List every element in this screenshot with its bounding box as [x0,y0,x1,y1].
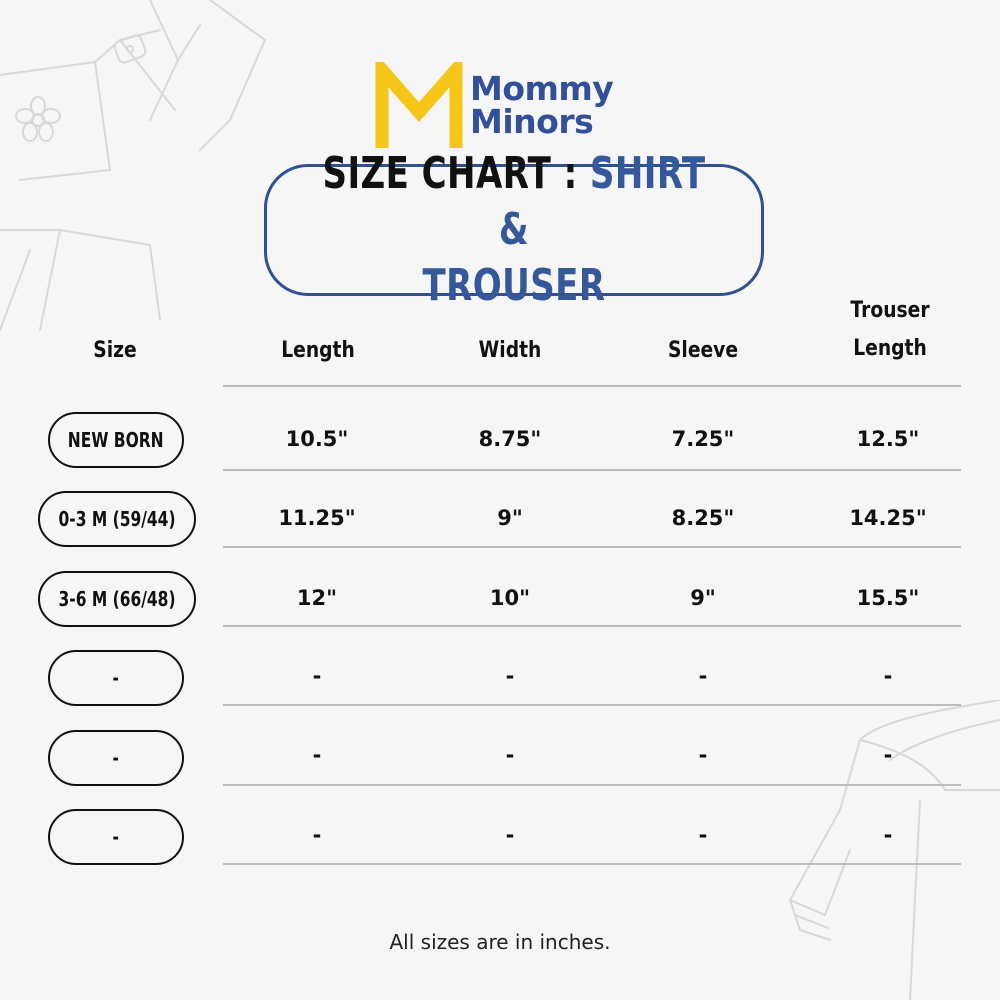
brand-name-line2: Minors [470,102,594,141]
header-length: Length [281,338,355,363]
size-label: 3-6 M (66/48) [58,587,176,611]
title-part-trouser: TROUSER [422,260,606,311]
cell-sleeve: 7.25" [671,427,735,451]
shirt-sketch-icon [0,0,280,340]
table-divider [223,546,961,548]
cell-sleeve: 8.25" [671,506,735,530]
size-pill-row-6 [48,809,184,865]
title-part-shirt: SHIRT & [498,148,706,255]
size-label: - [112,825,120,849]
title-box [264,148,764,311]
size-label: 0-3 M (59/44) [58,507,176,531]
size-label: - [112,666,120,690]
cell-length: 12" [296,586,338,610]
cell-width: 8.75" [478,427,542,451]
table-divider [223,625,961,627]
page-title [302,146,727,314]
brand-name [470,69,614,141]
header-size: Size [93,338,137,363]
table-divider [223,704,961,706]
cell-sleeve: - [698,823,708,847]
table-divider [223,784,961,786]
cell-width: - [505,823,515,847]
mommy-minors-logo-icon [374,62,464,148]
header-trouser-length [831,292,950,368]
brand-logo [374,60,613,150]
cell-width: - [505,664,515,688]
cell-sleeve: - [698,664,708,688]
table-divider [223,469,961,471]
table-divider [223,863,961,865]
cell-width: - [505,743,515,767]
cell-trouser-length: 15.5" [856,586,920,610]
cell-trouser-length: - [883,743,893,767]
size-pill-row-3 [38,571,196,627]
cell-length: - [312,823,322,847]
cell-length: 11.25" [278,506,356,530]
footnote: All sizes are in inches. [389,930,611,954]
size-pill-row-2 [38,491,196,547]
cell-length: 10.5" [285,427,349,451]
cell-width: 9" [497,506,523,530]
header-sleeve: Sleeve [667,338,739,363]
header-width: Width [478,338,542,363]
size-label: NEW BORN [68,428,164,452]
cell-sleeve: - [698,743,708,767]
cell-trouser-length: 12.5" [856,427,920,451]
brand-name-line1: Mommy [470,69,614,108]
cell-length: - [312,743,322,767]
header-trouser-line2: Length [853,336,927,361]
header-trouser-line1: Trouser [850,298,930,323]
size-label: - [112,746,120,770]
cell-trouser-length: - [883,664,893,688]
size-pill-row-1 [48,412,184,468]
cell-trouser-length: 14.25" [849,506,927,530]
size-pill-row-5 [48,730,184,786]
cell-length: - [312,664,322,688]
title-part-size-chart: SIZE CHART : [322,148,590,199]
cell-sleeve: 9" [690,586,716,610]
size-pill-row-4 [48,650,184,706]
cell-width: 10" [489,586,531,610]
cell-trouser-length: - [883,823,893,847]
table-divider [223,385,961,387]
